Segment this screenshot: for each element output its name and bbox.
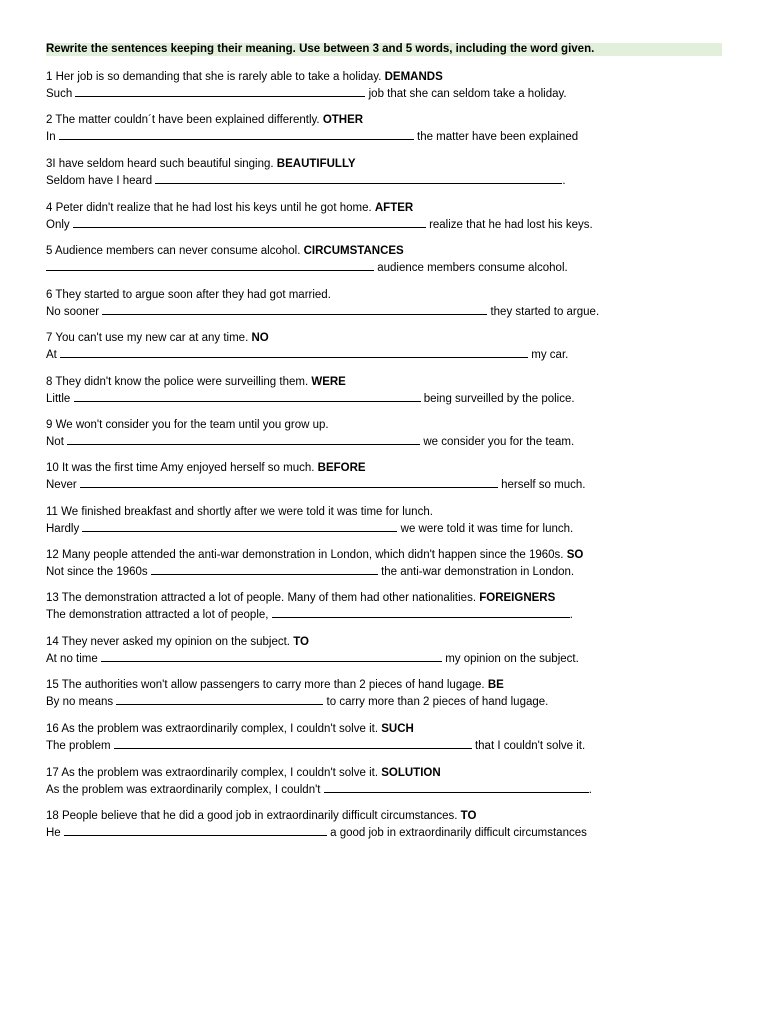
exercise-item xyxy=(46,548,583,577)
answer-prefix: As the problem was extraordinarily complex, I couldn't xyxy=(46,783,321,796)
exercise-prompt xyxy=(46,678,548,693)
answer-line xyxy=(46,520,573,535)
answer-suffix: job that she can seldom take a holiday. xyxy=(368,87,567,100)
prompt-text: 16 As the problem was extraordinarily complex, I couldn't solve it. xyxy=(46,723,382,735)
exercise-prompt xyxy=(46,331,568,346)
answer-line xyxy=(46,172,566,187)
prompt-text: 13 The demonstration attracted a lot of people. Many of them had other nationalities. xyxy=(46,592,480,604)
answer-line xyxy=(46,781,592,796)
keyword: BEFORE xyxy=(317,462,366,474)
exercise-prompt xyxy=(46,418,574,433)
exercise-prompt xyxy=(46,157,566,172)
exercise-prompt xyxy=(46,375,575,390)
prompt-text: 3I have seldom heard such beautiful singing. xyxy=(46,158,277,170)
exercise-prompt xyxy=(46,201,593,216)
answer-suffix: they started to argue. xyxy=(490,305,600,318)
answer-line xyxy=(46,476,585,491)
answer-blank[interactable] xyxy=(75,85,365,97)
prompt-text: 6 They started to argue soon after they had got married. xyxy=(46,289,331,301)
exercise-item xyxy=(46,809,587,838)
answer-blank[interactable] xyxy=(64,824,327,836)
exercise-prompt xyxy=(46,722,585,737)
keyword: FOREIGNERS xyxy=(479,592,556,604)
exercise-prompt xyxy=(46,505,573,520)
exercise-item xyxy=(46,201,593,230)
exercise-item xyxy=(46,288,599,317)
answer-prefix: Hardly xyxy=(46,522,80,535)
answer-prefix: The problem xyxy=(46,739,111,752)
exercise-prompt xyxy=(46,548,583,563)
answer-blank[interactable] xyxy=(272,606,570,618)
answer-prefix: Little xyxy=(46,392,71,405)
answer-blank[interactable] xyxy=(74,390,421,402)
answer-prefix: Only xyxy=(46,218,70,231)
answer-suffix: audience members consume alcohol. xyxy=(377,261,568,274)
keyword: OTHER xyxy=(322,114,364,126)
keyword: SO xyxy=(566,549,584,561)
prompt-text: 15 The authorities won't allow passengers to carry more than 2 pieces of hand lugage. xyxy=(46,679,488,691)
answer-prefix: He xyxy=(46,826,61,839)
answer-blank[interactable] xyxy=(60,346,528,358)
prompt-text: 2 The matter couldn´t have been explained differently. xyxy=(46,114,323,126)
answer-line xyxy=(46,346,568,361)
prompt-text: 1 Her job is so demanding that she is rarely able to take a holiday. xyxy=(46,71,385,83)
exercise-item xyxy=(46,766,592,795)
exercise-prompt xyxy=(46,288,599,303)
answer-prefix: At xyxy=(46,348,57,361)
answer-blank[interactable] xyxy=(59,128,414,140)
answer-blank[interactable] xyxy=(82,520,397,532)
prompt-text: 14 They never asked my opinion on the subject. xyxy=(46,636,294,648)
prompt-text: 10 It was the first time Amy enjoyed herself so much. xyxy=(46,462,318,474)
answer-line xyxy=(46,693,548,708)
answer-prefix: Not since the 1960s xyxy=(46,565,148,578)
keyword: SOLUTION xyxy=(381,767,441,779)
answer-line xyxy=(46,128,578,143)
answer-suffix: to carry more than 2 pieces of hand lugage. xyxy=(326,695,549,708)
keyword: BEAUTIFULLY xyxy=(276,158,356,170)
exercise-item xyxy=(46,418,574,447)
exercise-item xyxy=(46,375,575,404)
answer-blank[interactable] xyxy=(73,216,426,228)
answer-line xyxy=(46,259,568,274)
keyword: DEMANDS xyxy=(384,71,443,83)
prompt-text: 11 We finished breakfast and shortly after we were told it was time for lunch. xyxy=(46,506,433,518)
answer-blank[interactable] xyxy=(116,693,323,705)
exercise-prompt xyxy=(46,591,573,606)
exercise-prompt xyxy=(46,244,568,259)
answer-suffix: a good job in extraordinarily difficult circumstances xyxy=(330,826,587,839)
exercise-item xyxy=(46,505,573,534)
answer-suffix: realize that he had lost his keys. xyxy=(429,218,593,231)
answer-prefix: At no time xyxy=(46,652,98,665)
instructions: Rewrite the sentences keeping their meaning. Use between 3 and 5 words, including the word given. xyxy=(46,43,722,56)
prompt-text: 12 Many people attended the anti-war demonstration in London, which didn't happen since the 1960s. xyxy=(46,549,567,561)
answer-blank[interactable] xyxy=(102,303,487,315)
prompt-text: 5 Audience members can never consume alcohol. xyxy=(46,245,304,257)
exercise-item xyxy=(46,70,567,99)
answer-prefix: No sooner xyxy=(46,305,100,318)
answer-suffix: that I couldn't solve it. xyxy=(474,739,586,752)
keyword: SUCH xyxy=(381,723,414,735)
answer-prefix: Not xyxy=(46,435,64,448)
keyword: AFTER xyxy=(374,202,414,214)
answer-suffix: herself so much. xyxy=(501,478,586,491)
prompt-text: 4 Peter didn't realize that he had lost his keys until he got home. xyxy=(46,202,375,214)
answer-suffix: . xyxy=(569,608,573,621)
answer-prefix: The demonstration attracted a lot of people, xyxy=(46,608,269,621)
exercise-prompt xyxy=(46,809,587,824)
exercise-prompt xyxy=(46,766,592,781)
exercise-item xyxy=(46,331,568,360)
answer-suffix: . xyxy=(562,174,566,187)
prompt-text: 7 You can't use my new car at any time. xyxy=(46,332,252,344)
prompt-text: 8 They didn't know the police were surveilling them. xyxy=(46,376,312,388)
exercise-item xyxy=(46,157,566,186)
answer-prefix: By no means xyxy=(46,695,114,708)
answer-blank[interactable] xyxy=(114,737,472,749)
keyword: WERE xyxy=(311,376,346,388)
answer-prefix: Never xyxy=(46,478,77,491)
keyword: TO xyxy=(460,810,477,822)
answer-line xyxy=(46,216,593,231)
answer-suffix: we were told it was time for lunch. xyxy=(400,522,574,535)
answer-blank[interactable] xyxy=(67,433,420,445)
answer-prefix: Seldom have I heard xyxy=(46,174,153,187)
answer-suffix: the matter have been explained xyxy=(417,130,579,143)
exercise-item xyxy=(46,113,578,142)
answer-blank[interactable] xyxy=(324,781,589,793)
exercise-item xyxy=(46,722,585,751)
keyword: NO xyxy=(251,332,269,344)
exercise-item xyxy=(46,635,579,664)
answer-suffix: the anti-war demonstration in London. xyxy=(381,565,575,578)
answer-line xyxy=(46,390,575,405)
answer-prefix: Such xyxy=(46,87,73,100)
answer-line xyxy=(46,650,579,665)
answer-line xyxy=(46,606,573,621)
keyword: TO xyxy=(293,636,309,648)
answer-suffix: my opinion on the subject. xyxy=(445,652,579,665)
answer-suffix: my car. xyxy=(531,348,569,361)
answer-line xyxy=(46,563,583,578)
exercise-item xyxy=(46,461,585,490)
keyword: BE xyxy=(487,679,504,691)
answer-blank[interactable] xyxy=(101,650,442,662)
exercise-prompt xyxy=(46,635,579,650)
prompt-text: 17 As the problem was extraordinarily complex, I couldn't solve it. xyxy=(46,767,382,779)
exercise-item xyxy=(46,591,573,620)
exercise-prompt xyxy=(46,113,578,128)
answer-line xyxy=(46,85,567,100)
exercise-prompt xyxy=(46,461,585,476)
answer-blank[interactable] xyxy=(151,563,378,575)
answer-suffix: . xyxy=(588,783,592,796)
exercise-item xyxy=(46,244,568,273)
answer-line xyxy=(46,303,599,318)
answer-suffix: being surveilled by the police. xyxy=(423,392,575,405)
answer-line xyxy=(46,737,585,752)
answer-blank[interactable] xyxy=(155,172,562,184)
answer-blank[interactable] xyxy=(80,476,498,488)
exercise-item xyxy=(46,678,548,707)
answer-suffix: we consider you for the team. xyxy=(423,435,575,448)
prompt-text: 9 We won't consider you for the team until you grow up. xyxy=(46,419,329,431)
answer-prefix: In xyxy=(46,130,56,143)
answer-line xyxy=(46,433,574,448)
exercise-prompt xyxy=(46,70,567,85)
keyword: CIRCUMSTANCES xyxy=(303,245,404,257)
prompt-text: 18 People believe that he did a good job in extraordinarily difficult circumstances. xyxy=(46,810,461,822)
answer-line xyxy=(46,824,587,839)
answer-blank[interactable] xyxy=(46,259,374,271)
